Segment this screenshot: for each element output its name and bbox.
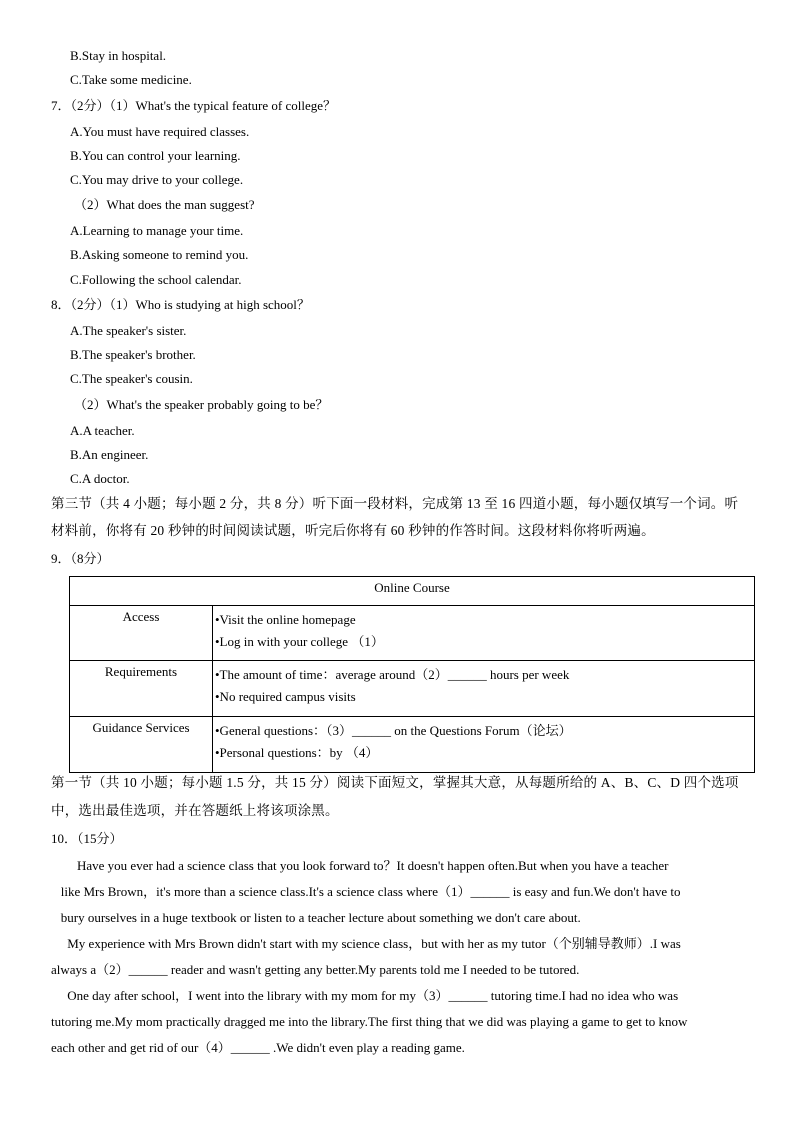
section-instructions: 材料前，你将有 20 秒钟的时间阅读试题，听完后你将有 60 秒钟的作答时间。这段材料你将听两遍。: [51, 523, 655, 538]
question-10-header: 10．（15分）: [51, 831, 123, 846]
table-row: [70, 661, 755, 717]
option-text: C.Following the school calendar.: [70, 272, 242, 287]
option-text: C.You may drive to your college.: [70, 172, 244, 187]
option-text: B.The speaker's brother.: [70, 347, 196, 362]
row-label: Requirements: [70, 661, 213, 717]
table-item: •General questions：（3）______ on the Questions Forum（论坛）: [215, 723, 572, 738]
passage-line: One day after school，I went into the library with my mom for my（3）______ tutoring time.I had no idea who was: [51, 988, 679, 1003]
online-course-table: [69, 576, 755, 773]
table-item: •Personal questions：by （4）: [215, 745, 379, 760]
passage-line: Have you ever had a science class that you look forward to？It doesn't happen often.But when you have a teacher: [51, 858, 669, 873]
passage-line: bury ourselves in a huge textbook or listen to a teacher lecture about something we don't care about.: [51, 910, 581, 925]
passage-line: tutoring me.My mom practically dragged me into the library.The first thing that we did was playing a game to get to know: [51, 1014, 688, 1029]
option-text: C.A doctor.: [70, 471, 130, 486]
option-text: A.You must have required classes.: [70, 124, 250, 139]
row-content: [213, 661, 755, 717]
table-title: Online Course: [70, 577, 755, 606]
question-9-header: 9．（8分）: [51, 551, 110, 566]
sub-question: （2）What does the man suggest?: [74, 197, 255, 212]
sub-question: （2）What's the speaker probably going to be？: [74, 397, 329, 412]
table-row: [70, 606, 755, 661]
table-item: •No required campus visits: [215, 689, 356, 704]
passage-line: each other and get rid of our（4）______ .We didn't even play a reading game.: [51, 1040, 465, 1055]
question-7-header: 7．（2分）（1）What's the typical feature of college？: [51, 98, 337, 113]
option-text: C.The speaker's cousin.: [70, 371, 193, 386]
row-content: [213, 717, 755, 773]
option-text: A.The speaker's sister.: [70, 323, 187, 338]
question-8-header: 8．（2分）（1）Who is studying at high school？: [51, 297, 310, 312]
option-text: C.Take some medicine.: [70, 72, 192, 87]
passage-line: always a（2）______ reader and wasn't getting any better.My parents told me I needed to be tutored.: [51, 962, 580, 977]
passage-line: My experience with Mrs Brown didn't start with my science class，but with her as my tutor（个别辅导教师）.I was: [51, 936, 681, 951]
row-label: Guidance Services: [70, 717, 213, 773]
option-text: A.A teacher.: [70, 423, 135, 438]
option-text: B.Stay in hospital.: [70, 48, 167, 63]
section-instructions: 第一节（共 10 小题；每小题 1.5 分，共 15 分）阅读下面短文，掌握其大意，从每题所给的 A、B、C、D 四个选项: [51, 775, 739, 790]
table-item: •Visit the online homepage: [215, 612, 356, 627]
section-instructions: 第三节（共 4 小题；每小题 2 分，共 8 分）听下面一段材料，完成第 13 至 16 四道小题，每小题仅填写一个词。听: [51, 496, 739, 511]
option-text: A.Learning to manage your time.: [70, 223, 244, 238]
table-item: •Log in with your college （1）: [215, 634, 384, 649]
table-item: •The amount of time：average around（2）______ hours per week: [215, 667, 570, 682]
passage-line: like Mrs Brown，it's more than a science class.It's a science class where（1）______ is easy and fun.We don't have to: [51, 884, 681, 899]
row-label: Access: [70, 606, 213, 661]
option-text: B.Asking someone to remind you.: [70, 247, 249, 262]
row-content: [213, 606, 755, 661]
option-text: B.You can control your learning.: [70, 148, 241, 163]
option-text: B.An engineer.: [70, 447, 149, 462]
table-row: [70, 717, 755, 773]
reading-passage: [51, 853, 741, 1061]
section-instructions: 中，选出最佳选项，并在答题纸上将该项涂黑。: [51, 803, 339, 818]
